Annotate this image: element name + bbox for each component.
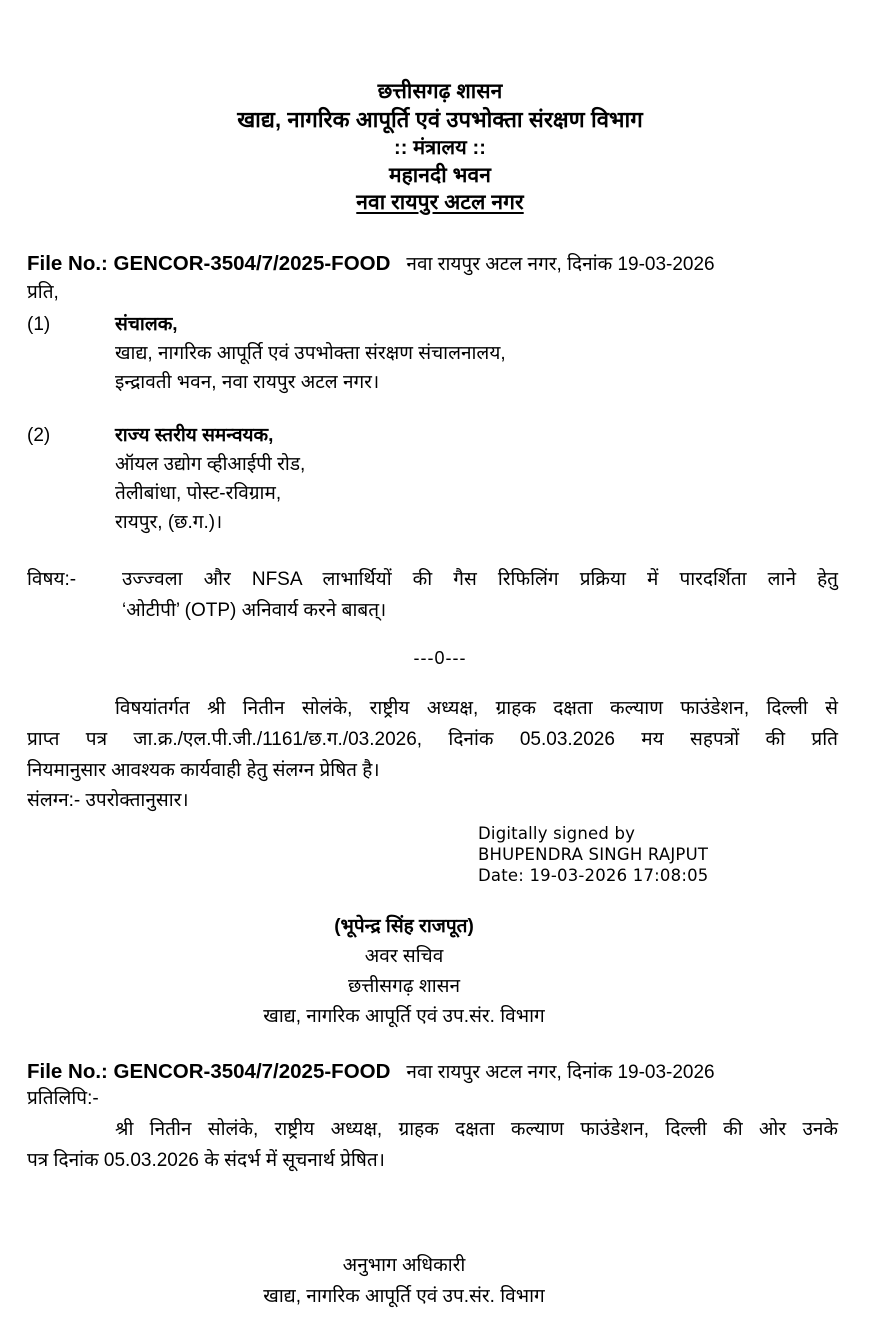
copy-label: प्रतिलिपि:- [27,1088,99,1109]
letterhead-ministry: :: मंत्रालय :: [393,137,487,159]
subject-line-1: उज्ज्वला और NFSA लाभार्थियों की गैस रिफिलिंग प्रक्रिया में पारदर्शिता लाने हेतु [122,569,838,590]
enclosure-note: संलग्न:- उपरोक्तानुसार। [27,790,189,811]
addressee-number: (1) [27,314,51,335]
footer-designation: अनुभाग अधिकारी [342,1255,466,1276]
file-number: File No.: GENCOR-3504/7/2025-FOOD [27,252,391,275]
to-label: प्रति, [27,282,59,303]
signatory-name: (भूपेन्द्र सिंह राजपूत) [334,916,474,937]
copy-file-number-row [0,1058,880,1084]
subject-label: विषय:- [27,569,77,590]
signatory-government: छत्तीसगढ़ शासन [347,976,461,997]
addressee-line: ऑयल उद्योग व्हीआईपी रोड, [115,454,306,475]
addressee-line: रायपुर, (छ.ग.)। [115,512,223,533]
addressee-body [115,310,880,397]
place-and-date: नवा रायपुर अटल नगर, दिनांक 19-03-2026 [406,254,715,275]
subject-line-2: ‘ओटीपी’ (OTP) अनिवार्य करने बाबत्। [122,600,387,621]
addressee-line: तेलीबांधा, पोस्ट-रविग्राम, [115,483,282,504]
dsc-signed-by-label: Digitally signed by [478,824,636,843]
file-number-row [0,250,880,276]
subject-section [0,564,880,626]
addressee-body [115,421,880,537]
dsc-signer-name: BHUPENDRA SINGH RAJPUT [478,845,709,864]
addressee-line: इन्द्रावती भवन, नवा रायपुर अटल नगर। [115,372,380,393]
copy-file-number: File No.: GENCOR-3504/7/2025-FOOD [27,1060,391,1083]
body-line-1: विषयांतर्गत श्री नितीन सोलंके, राष्ट्रीय अध्यक्ष, ग्राहक दक्षता कल्याण फाउंडेशन, दिल्ली से [115,698,838,719]
copy-line-2: पत्र दिनांक 05.03.2026 के संदर्भ में सूचनार्थ प्रेषित। [27,1150,385,1171]
copy-line-1: श्री नितीन सोलंके, राष्ट्रीय अध्यक्ष, ग्राहक दक्षता कल्याण फाउंडेशन, दिल्ली की ओर उनके [115,1119,838,1140]
body-line-3: नियमानुसार आवश्यक कार्यवाही हेतु संलग्न प्रेषित है। [27,760,380,781]
footer-signatory-block [0,1250,880,1312]
addressee-title: राज्य स्तरीय समन्वयक, [115,425,274,446]
letterhead-city [0,189,880,216]
signatory-designation: अवर सचिव [364,946,444,967]
footer-department: खाद्य, नागरिक आपूर्ति एवं उप.संर. विभाग [263,1286,545,1307]
body-line-2: प्राप्त पत्र जा.क्र./एल.पी.जी./1161/छ.ग./03.2026, दिनांक 05.03.2026 मय सहपत्रों की प्रति [27,729,838,750]
addressee-block [0,310,880,397]
copy-paragraph [0,1114,880,1176]
body-paragraph [0,693,880,786]
section-divider: ---0--- [413,648,467,668]
subject-text [122,564,838,626]
letterhead-state: छत्तीसगढ़ शासन [377,80,503,103]
addressee-block [0,421,880,537]
addressee-line: खाद्य, नागरिक आपूर्ति एवं उपभोक्ता संरक्षण संचालनालय, [115,343,506,364]
letterhead-building: महानदी भवन [388,164,492,187]
letterhead [0,78,880,216]
addressee-title: संचालक, [115,314,178,335]
dsc-date: Date: 19-03-2026 17:08:05 [478,866,709,885]
letterhead-department: खाद्य, नागरिक आपूर्ति एवं उपभोक्ता संरक्षण विभाग [237,107,643,132]
addressee-number: (2) [27,425,51,446]
copy-place-and-date: नवा रायपुर अटल नगर, दिनांक 19-03-2026 [406,1062,715,1083]
signatory-block [0,912,880,1032]
signatory-department: खाद्य, नागरिक आपूर्ति एवं उप.संर. विभाग [263,1006,545,1027]
letterhead-city-text: नवा रायपुर अटल नगर [356,191,524,214]
digital-signature-stamp [0,823,880,886]
